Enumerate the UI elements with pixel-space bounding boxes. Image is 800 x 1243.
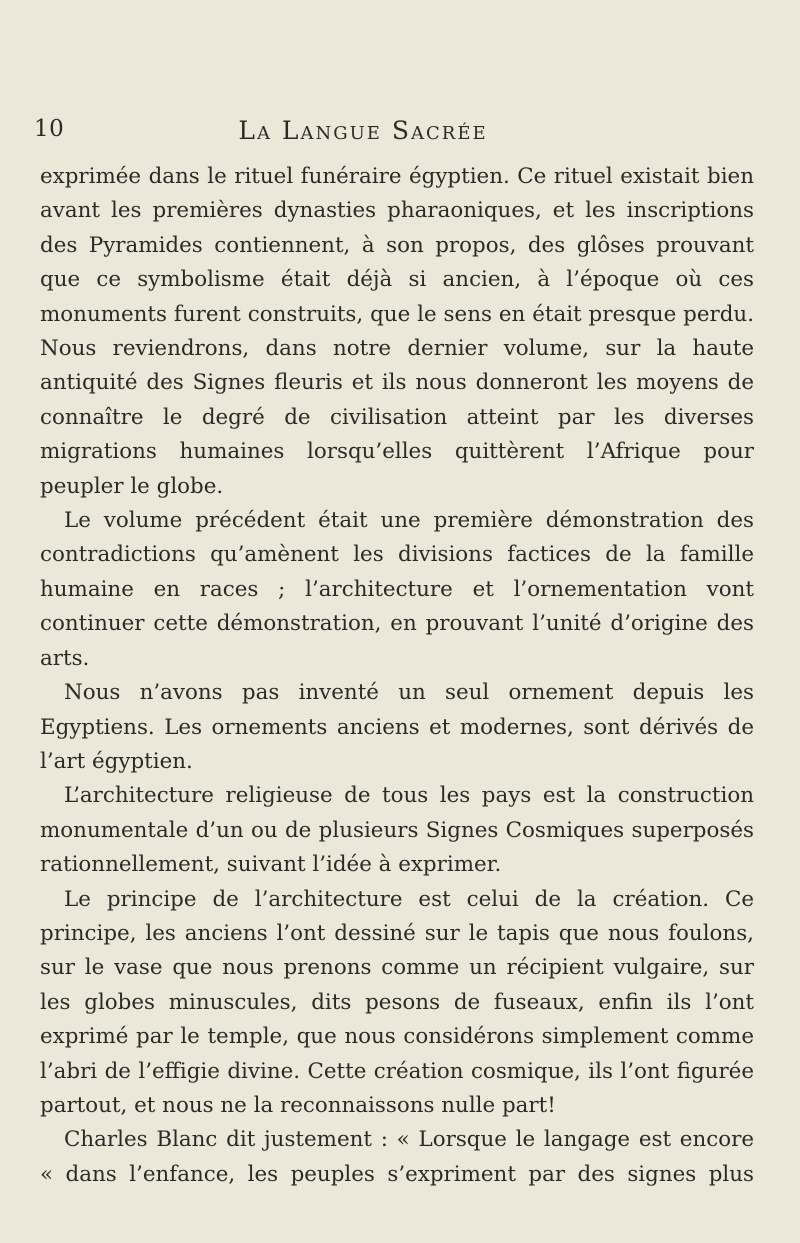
paragraph: Le principe de l’architecture est celui de la création. Ce principe, les anciens l’ont dessiné sur le tapis que nous foulons, sur le vase que nous prenons comme un récipient vulgaire, sur les globes minuscules, dits pesons de fuseaux, enfin ils l’ont exprimé par le temple, que nous considérons simplement comme l’abri de l’effigie divine. Cette création cosmique, ils l’ont figurée partout, et nous ne la reconnaissons nulle part! bbox=[40, 886, 754, 1118]
paragraph-quote-start: Charles Blanc dit justement : « Lorsque le langage est encore « dans l’enfance, les peuples s’expriment par des signes plus bbox=[40, 1127, 754, 1187]
body-text bbox=[40, 160, 754, 1192]
paragraph: Le volume précédent était une première démonstration des contradictions qu’amènent les divisions factices de la famille humaine en races ; l’architecture et l’ornementation vont continuer cette démonstration, en prouvant l’unité d’origine des arts. bbox=[40, 508, 754, 671]
paragraph: Nous n’avons pas inventé un seul ornement depuis les Egyptiens. Les ornements anciens et modernes, sont dérivés de l’art égyptien. bbox=[40, 680, 754, 774]
page-number: 10 bbox=[34, 116, 65, 142]
running-title: La Langue Sacrée bbox=[238, 116, 488, 145]
page-header bbox=[34, 116, 692, 150]
paragraph: L’architecture religieuse de tous les pays est la construction monumentale d’un ou de plusieurs Signes Cosmiques superposés rationnellement, suivant l’idée à exprimer. bbox=[40, 783, 754, 878]
paragraph-continued: exprimée dans le rituel funéraire égyptien. Ce rituel existait bien avant les premières dynasties pharaoniques, et les inscriptions des Pyramides contiennent, à son propos, des glôses prouvant que ce symbolisme était déjà si ancien, à l’époque où ces monuments furent construits, que le sens en était presque perdu. Nous reviendrons, dans notre dernier volume, sur la haute antiquité des Signes fleuris et ils nous donneront les moyens de connaître le degré de civilisation atteint par les diverses migrations humaines lorsqu’elles quittèrent l’Afrique pour peupler le globe. bbox=[40, 164, 754, 499]
